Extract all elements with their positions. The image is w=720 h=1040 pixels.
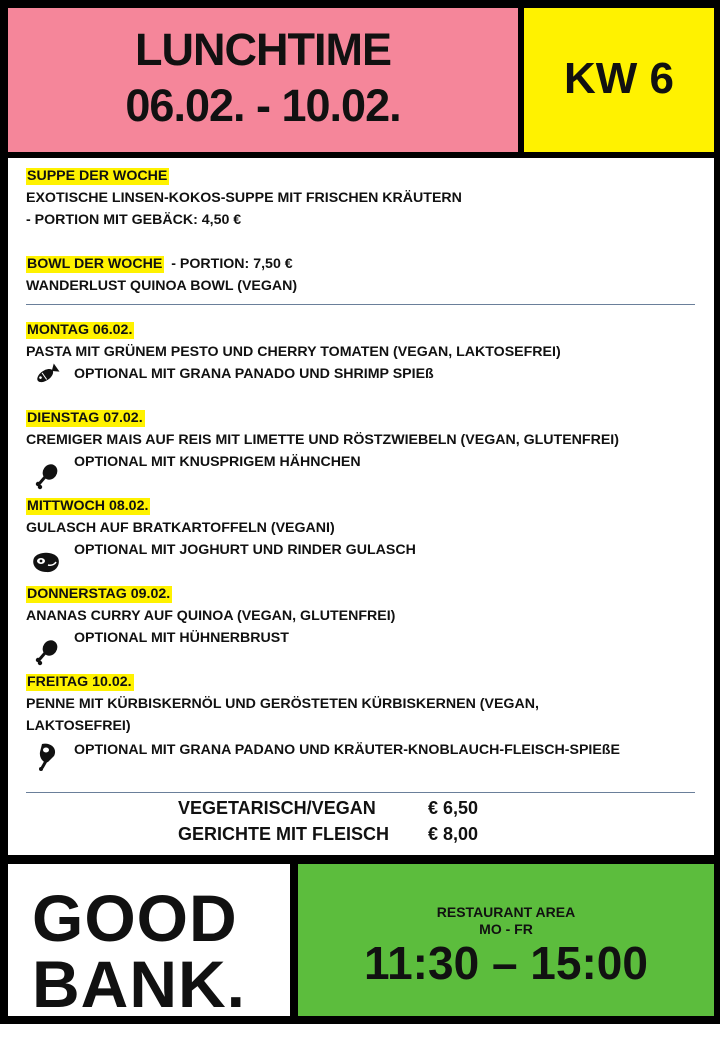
logo-panel <box>8 864 290 1021</box>
page-title: LUNCHTIME <box>135 24 391 75</box>
day-dish-thursday: ANANAS CURRY AUF QUINOA (VEGAN, GLUTENFREI) <box>26 608 396 624</box>
hours-panel <box>298 864 714 1016</box>
day-dish-monday: PASTA MIT GRÜNEM PESTO UND CHERRY TOMATEN (VEGAN, LAKTOSEFREI) <box>26 344 561 360</box>
opening-days: MO - FR <box>479 921 533 937</box>
day-dish-friday-line1: PENNE MIT KÜRBISKERNÖL UND GERÖSTETEN KÜRBISKERNEN (VEGAN, <box>26 696 539 712</box>
divider <box>26 792 695 793</box>
week-number: KW 6 <box>564 54 674 103</box>
day-optional-monday: OPTIONAL MIT GRANA PANADO UND SHRIMP SPIEß <box>74 366 434 382</box>
day-optional-wednesday: OPTIONAL MIT JOGHURT UND RINDER GULASCH <box>74 542 416 558</box>
bowl-dish: WANDERLUST QUINOA BOWL (VEGAN) <box>26 278 298 294</box>
day-optional-tuesday: OPTIONAL MIT KNUSPRIGEM HÄHNCHEN <box>74 454 361 470</box>
logo-line1: GOOD <box>32 881 238 955</box>
chicken-leg-icon <box>34 462 60 490</box>
day-optional-friday: OPTIONAL MIT GRANA PADANO UND KRÄUTER-KNOBLAUCH-FLEISCH-SPIEßE <box>74 742 620 758</box>
soup-dish: EXOTISCHE LINSEN-KOKOS-SUPPE MIT FRISCHEN KRÄUTERN <box>26 190 462 206</box>
week-panel <box>524 8 714 152</box>
day-dish-wednesday: GULASCH AUF BRATKARTOFFELN (VEGANI) <box>26 520 335 536</box>
day-label-tuesday: DIENSTAG 07.02. <box>27 410 143 426</box>
day-dish-friday-line2: LAKTOSEFREI) <box>26 718 131 734</box>
logo-line2: BANK. <box>32 947 246 1021</box>
price-label-meat: GERICHTE MIT FLEISCH <box>178 824 389 844</box>
day-dish-tuesday: CREMIGER MAIS AUF REIS MIT LIMETTE UND RÖSTZWIEBELN (VEGAN, GLUTENFREI) <box>26 432 619 448</box>
soup-label: SUPPE DER WOCHE <box>27 168 168 184</box>
divider <box>26 304 695 305</box>
day-label-wednesday: MITTWOCH 08.02. <box>27 498 149 514</box>
day-label-monday: MONTAG 06.02. <box>27 322 133 338</box>
day-label-friday: FREITAG 10.02. <box>27 674 132 690</box>
day-label-thursday: DONNERSTAG 09.02. <box>27 586 171 602</box>
title-panel <box>8 8 518 152</box>
day-optional-thursday: OPTIONAL MIT HÜHNERBRUST <box>74 630 289 646</box>
steak-icon <box>30 550 62 576</box>
chicken-leg-icon <box>34 638 60 666</box>
opening-time: 11:30 – 15:00 <box>364 937 648 989</box>
price-label-veg: VEGETARISCH/VEGAN <box>178 798 376 818</box>
bowl-label: BOWL DER WOCHE - PORTION: 7,50 € <box>27 256 293 272</box>
price-value-meat: € 8,00 <box>428 824 479 844</box>
price-value-veg: € 6,50 <box>428 798 479 818</box>
soup-portion: - PORTION MIT GEBÄCK: 4,50 € <box>26 212 242 228</box>
date-range: 06.02. - 10.02. <box>125 80 401 131</box>
area-label: RESTAURANT AREA <box>436 904 576 920</box>
menu-panel <box>8 158 714 855</box>
fish-icon <box>32 362 60 388</box>
ham-icon <box>36 742 60 772</box>
